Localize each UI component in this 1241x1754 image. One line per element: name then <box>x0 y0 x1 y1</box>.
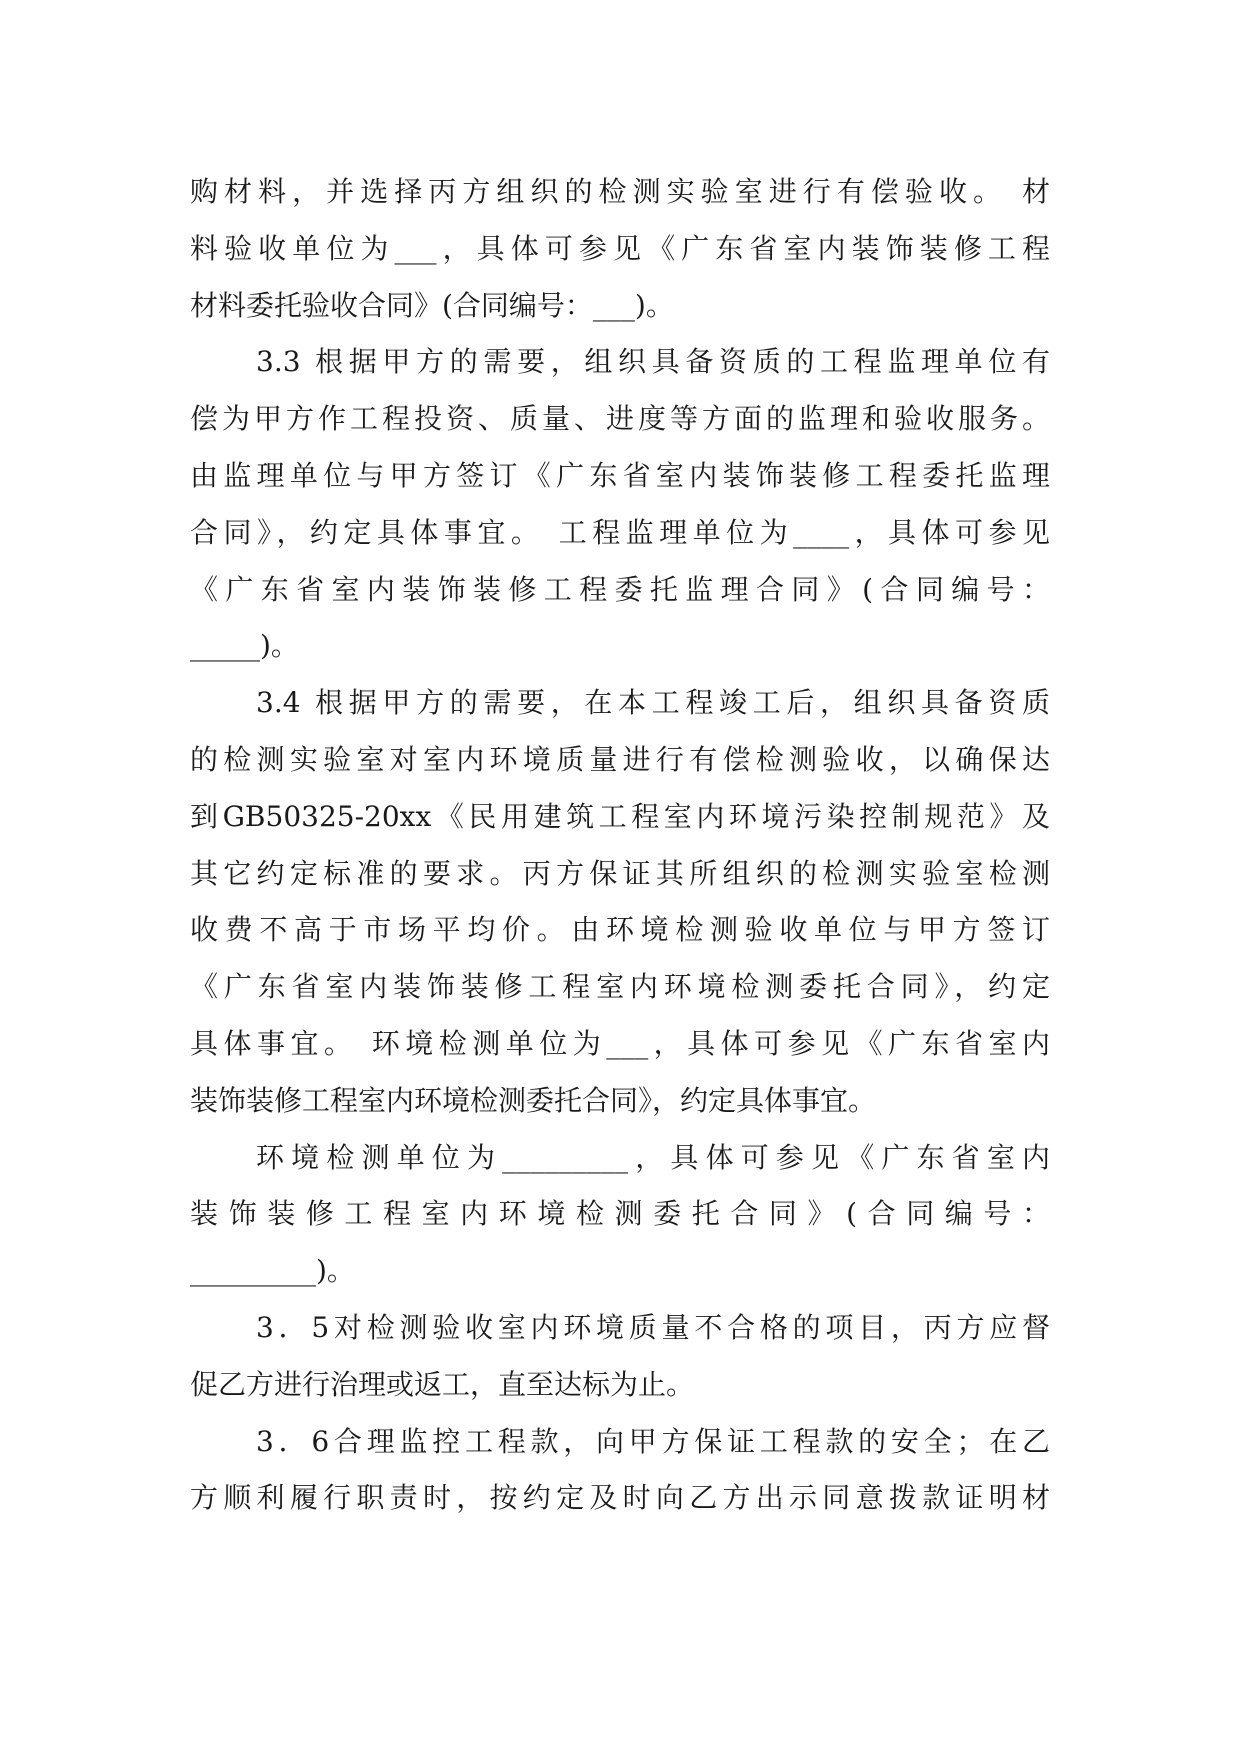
text-line: _____)。 <box>190 629 299 663</box>
text-line: 料验收单位为___，具体可参见《广东省室内装饰装修工程 <box>190 231 1050 265</box>
text-line: 装饰装修工程室内环境检测委托合同》(合同编号： <box>190 1197 1050 1231</box>
text-line: 装饰装修工程室内环境检测委托合同》，约定具体事宜。 <box>190 1083 877 1117</box>
text-line: 促乙方进行治理或返工，直至达标为止。 <box>190 1367 695 1401</box>
text-line: 材料委托验收合同》(合同编号：___)。 <box>190 288 674 322</box>
text-line: 3．5对检测验收室内环境质量不合格的项目，丙方应督 <box>256 1310 1050 1344</box>
text-line: 购材料，并选择丙方组织的检测实验室进行有偿验收。 材 <box>190 175 1050 208</box>
text-line: 《广东省室内装饰装修工程委托监理合同》(合同编号： <box>190 572 1050 606</box>
text-line: 收费不高于市场平均价。由环境检测验收单位与甲方签订 <box>190 913 1050 947</box>
text-line: 《广东省室内装饰装修工程室内环境检测委托合同》，约定 <box>190 970 1050 1004</box>
text-line: 由监理单位与甲方签订《广东省室内装饰装修工程委托监理 <box>190 458 1050 492</box>
text-line: 方顺利履行职责时，按约定及时向乙方出示同意拨款证明材 <box>190 1481 1050 1515</box>
text-line: 的检测实验室对室内环境质量进行有偿检测验收，以确保达 <box>190 742 1050 776</box>
text-line: 其它约定标准的要求。丙方保证其所组织的检测实验室检测 <box>190 856 1050 890</box>
document-body <box>190 164 1050 1527</box>
text-line: _________)。 <box>190 1254 355 1288</box>
text-line: 3．6合理监控工程款，向甲方保证工程款的安全；在乙 <box>256 1424 1050 1458</box>
text-line: 到GB50325-20xx《民用建筑工程室内环境污染控制规范》及 <box>190 799 1050 833</box>
text-line: 具体事宜。 环境检测单位为___，具体可参见《广东省室内 <box>190 1026 1050 1060</box>
text-line: 3.4 根据甲方的需要，在本工程竣工后，组织具备资质 <box>256 686 1050 720</box>
text-line: 3.3 根据甲方的需要，组织具备资质的工程监理单位有 <box>256 345 1050 379</box>
text-line: 合同》，约定具体事宜。 工程监理单位为____，具体可参见 <box>190 515 1050 549</box>
text-line: 偿为甲方作工程投资、质量、进度等方面的监理和验收服务。 <box>190 402 1050 436</box>
text-line: 环境检测单位为_________，具体可参见《广东省室内 <box>256 1140 1050 1174</box>
